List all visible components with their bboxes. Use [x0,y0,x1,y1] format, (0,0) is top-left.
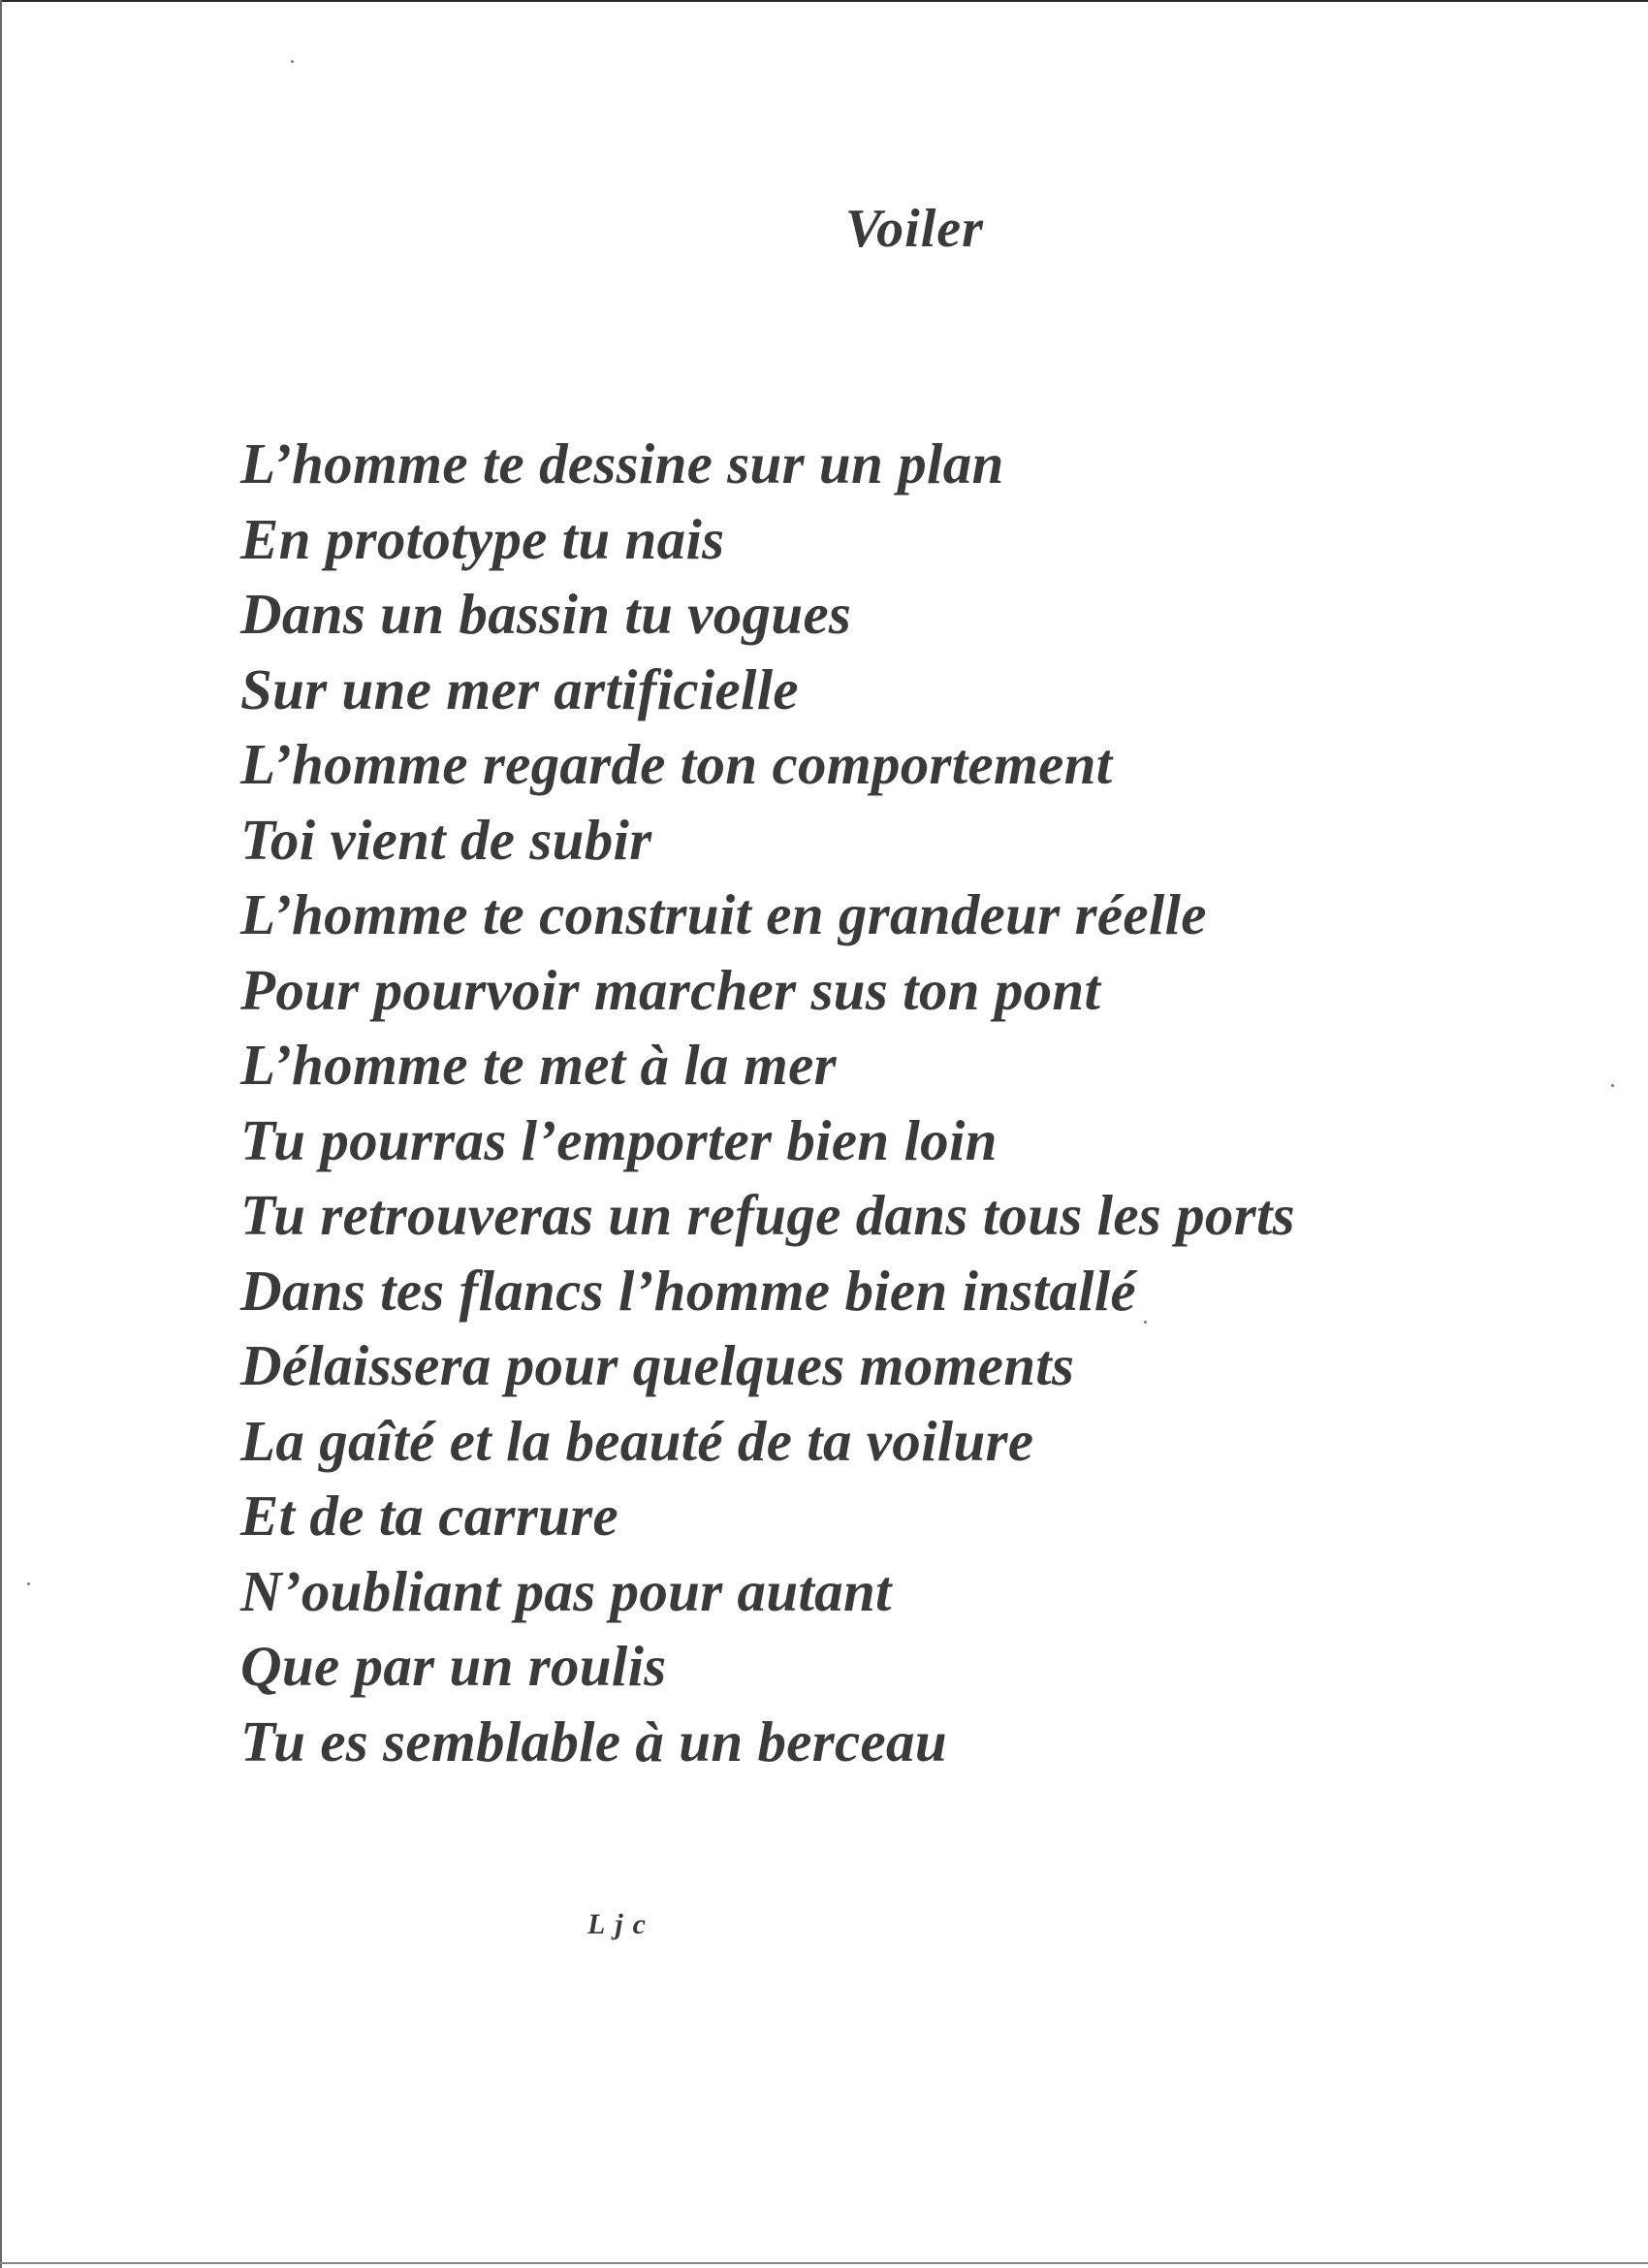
poem-line: Pour pourvoir marcher sus ton pont [240,957,1101,1022]
poem-line: Tu retrouveras un refuge dans tous les ports [240,1183,1295,1247]
scan-speck [291,60,294,63]
author-signature: Ljc [587,1908,655,1940]
poem-line: Sur une mer artificielle [240,656,799,721]
poem-line: Délaissera pour quelques moments [240,1333,1075,1397]
poem-line: L’homme regarde ton comportement [240,732,1113,796]
poem-line: Tu es semblable à un berceau [240,1709,947,1773]
scan-border-top [0,0,1648,2]
poem-line: La gaîté et la beauté de ta voilure [240,1408,1034,1473]
poem-line: Toi vient de subir [240,807,652,872]
poem-line: En prototype tu nais [240,506,725,571]
poem-line: Dans tes flancs l’homme bien installé [240,1258,1137,1323]
scan-border-left [0,0,2,2268]
poem-body [240,427,1295,1779]
poem-line: L’homme te construit en grandeur réelle [240,882,1207,946]
scan-speck [27,1582,30,1585]
poem-title: Voiler [845,199,984,259]
scan-speck [1144,1321,1147,1324]
scan-speck [1611,1084,1614,1087]
poem-line: Et de ta carrure [240,1484,618,1548]
poem-line: L’homme te dessine sur un plan [240,431,1004,495]
poem-line: Que par un roulis [240,1634,667,1698]
poem-line: Tu pourras l’emporter bien loin [240,1107,998,1172]
poem-line: N’oubliant pas pour autant [240,1558,892,1623]
poem-line: L’homme te met à la mer [240,1033,837,1097]
poem-line: Dans un bassin tu vogues [240,582,852,646]
scan-border-bottom [0,2262,1648,2264]
